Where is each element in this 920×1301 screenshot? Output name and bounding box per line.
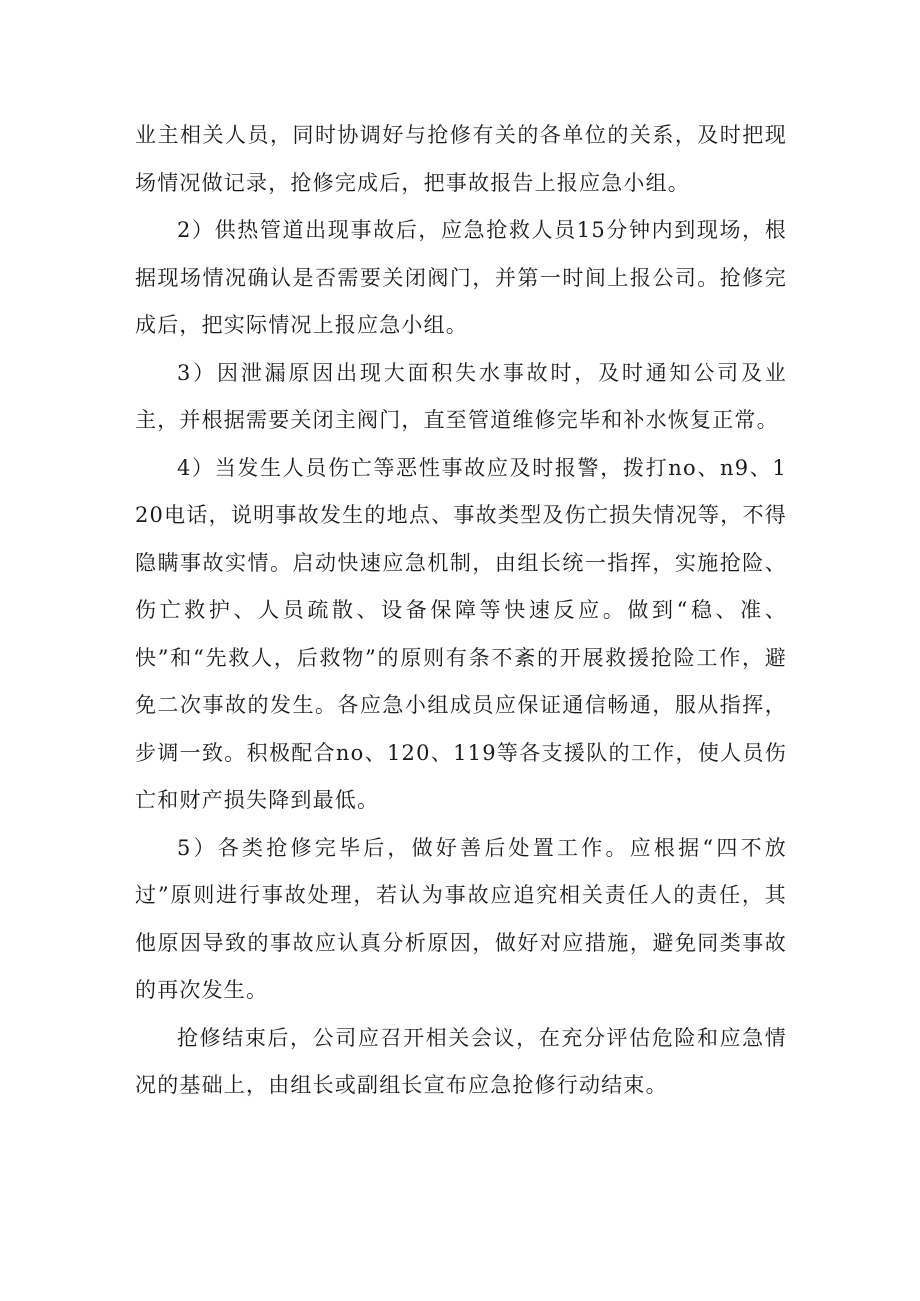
paragraph-item-5: 5）各类抢修完毕后，做好善后处置工作。应根据“四不放过”原则进行事故处理，若认为事故应追究相关责任人的责任，其他原因导致的事故应认真分析原因，做好对应措施，避免同类事故的再次发生。 bbox=[135, 835, 787, 1002]
document-body bbox=[135, 112, 787, 1110]
paragraph-item-2: 2）供热管道出现事故后，应急抢救人员15分钟内到现场，根据现场情况确认是否需要关闭阀门，并第一时间上报公司。抢修完成后，把实际情况上报应急小组。 bbox=[135, 218, 787, 337]
paragraph-closing: 抢修结束后，公司应召开相关会议，在充分评估危险和应急情况的基础上，由组长或副组长宣布应急抢修行动结束。 bbox=[135, 1025, 787, 1097]
paragraph-continuation: 业主相关人员，同时协调好与抢修有关的各单位的关系，及时把现场情况做记录，抢修完成后，把事故报告上报应急小组。 bbox=[135, 123, 787, 195]
paragraph-item-3: 3）因泄漏原因出现大面积失水事故时，及时通知公司及业主，并根据需要关闭主阀门，直至管道维修完毕和补水恢复正常。 bbox=[135, 360, 787, 432]
paragraph-item-4: 4）当发生人员伤亡等恶性事故应及时报警，拨打no、n9、120电话，说明事故发生的地点、事故类型及伤亡损失情况等，不得隐瞒事故实情。启动快速应急机制，由组长统一指挥，实施抢险、伤亡救护、人员疏散、设备保障等快速反应。做到“稳、准、快”和“先救人，后救物”的原则有条不紊的开展救援抢险工作，避免二次事故的发生。各应急小组成员应保证通信畅通，服从指挥，步调一致。积极配合no、120、119等各支援队的工作，使人员伤亡和财产损失降到最低。 bbox=[135, 455, 787, 812]
